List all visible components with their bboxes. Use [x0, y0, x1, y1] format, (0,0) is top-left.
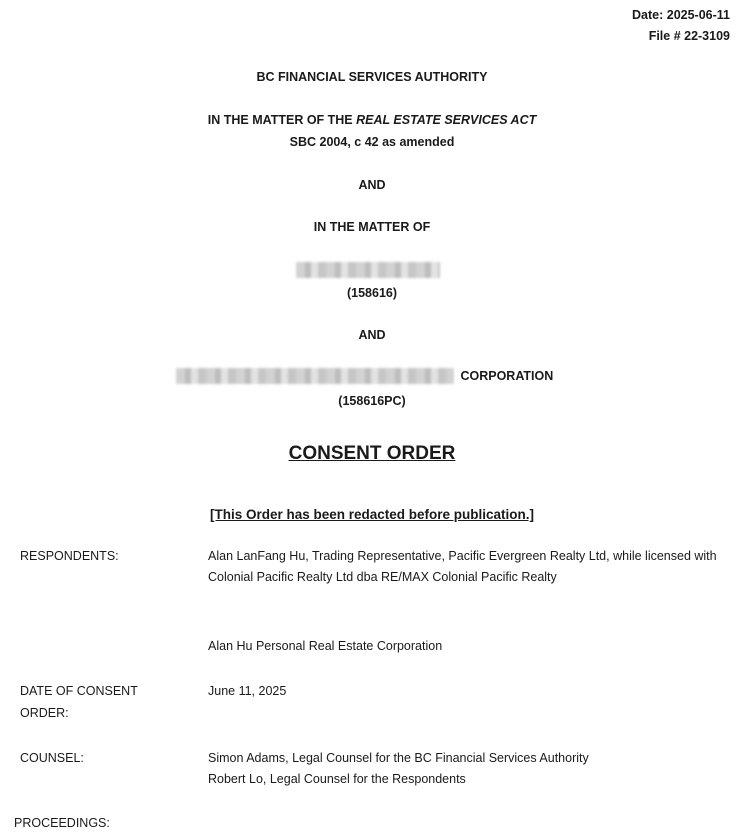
act-name: REAL ESTATE SERVICES ACT [356, 113, 537, 127]
title-wrapper [0, 443, 744, 465]
document-title: CONSENT ORDER [288, 443, 456, 464]
and-separator-2: AND [358, 328, 386, 342]
party-2-license-number: (158616PC) [338, 394, 406, 408]
party-2-name-fragment: CORPORATION [460, 368, 554, 383]
counsel-bcfsa: Simon Adams, Legal Counsel for the BC Financial Services Authority [208, 751, 589, 765]
matter-prefix: IN THE MATTER OF THE [207, 113, 357, 127]
counsel-label: COUNSEL: [20, 751, 84, 765]
respondents-label: RESPONDENTS: [20, 549, 119, 563]
authority-heading: BC FINANCIAL SERVICES AUTHORITY [256, 70, 488, 84]
file-number: File # 22-3109 [648, 29, 730, 43]
respondents-primary: Alan LanFang Hu, Trading Representative, Pacific Evergreen Realty Ltd, while licensed with Colonial Pacific Realty Ltd dba RE/MAX Colonial Pacific Realty [208, 549, 717, 584]
and-separator-1: AND [358, 178, 386, 192]
matter-heading [0, 113, 744, 127]
counsel-respondents: Robert Lo, Legal Counsel for the Respondents [208, 772, 466, 786]
respondents-corporation: Alan Hu Personal Real Estate Corporation [208, 639, 443, 653]
document-date: Date: 2025-06-11 [632, 8, 730, 22]
in-the-matter-of: IN THE MATTER OF [313, 220, 431, 234]
proceedings-label: PROCEEDINGS: [14, 816, 110, 830]
redacted-party-2-name [176, 367, 576, 385]
statute-citation: SBC 2004, c 42 as amended [289, 135, 455, 149]
date-of-consent-order-value: June 11, 2025 [208, 684, 287, 698]
redacted-party-1-name [296, 261, 444, 279]
redaction-notice: [This Order has been redacted before publication.] [209, 507, 535, 522]
party-1-license-number: (158616) [346, 286, 398, 300]
redaction-notice-wrapper [0, 506, 744, 524]
date-of-consent-order-label: DATE OF CONSENT ORDER: [20, 684, 138, 720]
